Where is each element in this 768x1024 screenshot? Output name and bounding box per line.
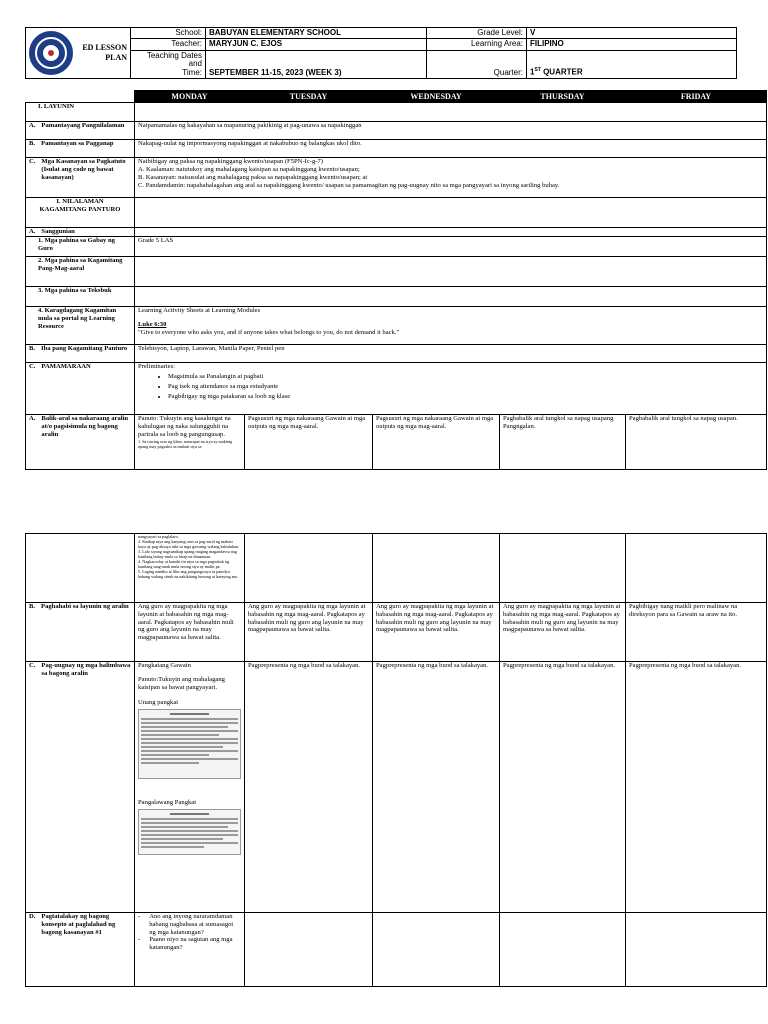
cell-friday: Pagbabalik aral tungkol sa napag usapan. (626, 415, 767, 470)
quarter-label: Quarter: (427, 50, 527, 78)
pamantayan-sa-pagganap-row (26, 140, 767, 158)
row-content: Naipamamalas ng kakayahan sa mapanuring pakikinig at pag-unawa sa napakinggan (135, 122, 767, 140)
deped-seal-icon (29, 31, 73, 75)
day-monday: MONDAY (135, 91, 245, 103)
row-content: Nakapag-uulat ng impormasyong napakinggan at nakabubuo ng balangkas ukol dito. (135, 140, 767, 158)
area-value: FILIPINO (527, 39, 737, 50)
cell-tuesday: Ang guro ay magpapakita ng mga layunin at babasahin ng mga mag-aaral. Pagkatapos ay babasahin muli ng guro ang layunin na may magpapaunawa sa bawat salita. (245, 603, 373, 662)
list-item: • Pagbibigay ng mga patakaran sa loob ng klase (168, 393, 763, 401)
teacher-label: Teacher: (131, 39, 206, 50)
row-label: C. Mga Kasanayan sa Pagkatuto (Isulat ang code ng bawat kasanayan) (26, 158, 135, 198)
karagdagang-kagamitan-row (26, 307, 767, 345)
lesson-plan-page-2 (0, 530, 768, 1024)
list-item: • Pag tsek ng attendance sa mga estudyante (168, 383, 763, 391)
cell-wednesday: Ang guro ay magpapakita ng mga layunin at babasahin ng mga mag-aaral. Pagkatapos ay babasahin muli ng guro ang layunin na may magpapaunawa sa bawat salita. (373, 603, 500, 662)
gabay-ng-guro-row (26, 237, 767, 257)
quarter-value: 1ST QUARTER (527, 50, 737, 78)
row-content: Learning Activity Sheets at Learning Modules Luke 6:30 "Give to everyone who asks you, and if anyone takes what belongs to you, do not demand it back." (135, 307, 767, 345)
balik-aral-continued-row (26, 534, 767, 603)
row-label: B. Pamantayan sa Pagganap (26, 140, 135, 158)
cell-thursday: Ang guro ay magpapakita ng mga layunin at babasahin ng mga mag-aaral. Pagkatapos ay babasahin muli ng guro ang layunin na may magpapaunawa sa bawat salita. (500, 603, 626, 662)
cell-monday: Panuto: Tukuyin ang kasalungat na kahulugan ng naka salungguhit na parirala sa loob ng pangungusap. 1. Sa tuwing oras ng klase, nararapat na siya ay makinig upang may pagsaksi sa mabuti siya sa (135, 415, 245, 470)
list-item: • Magsimula sa Panalangin at pagbati (168, 373, 763, 381)
lesson-table-page-1 (25, 90, 767, 470)
day-friday: FRIDAY (626, 91, 767, 103)
lesson-table-page-2 (25, 533, 767, 987)
cell-tuesday: Pagprepresenta ng mga buod sa talakayan. (245, 662, 373, 913)
iba-pang-kagamitan-row (26, 345, 767, 363)
row-label: C. PAMAMARAAN (26, 363, 135, 415)
school-value: BABUYAN ELEMENTARY SCHOOL (206, 28, 427, 39)
row-label: 3. Mga pahina sa Teksbuk (26, 287, 135, 307)
lesson-plan-page-1 (0, 0, 768, 478)
day-wednesday: WEDNESDAY (373, 91, 500, 103)
cell-friday: Pagprepresenta ng mga buod sa talakayan. (626, 662, 767, 913)
lesson-header (25, 27, 737, 79)
layunin-row (26, 103, 767, 122)
row-label: A. Balik-aral sa nakaraang aralin at/o pagsisimula ng bagong aralin (26, 415, 135, 470)
cell-wednesday: Pagsusuri ng mga nakaraang Gawain at mga outputs ng mga mag-aaral. (373, 415, 500, 470)
row-content: Telebisyon, Laptop, Larawan, Manila Paper, Pentel pen (135, 345, 767, 363)
nilalaman-row (26, 198, 767, 228)
reading-excerpt-image (138, 709, 241, 779)
cell-wednesday: Pagprepresenta ng mga buod sa talakayan. (373, 662, 500, 913)
nilalaman-title: I. NILALAMAN KAGAMITANG PANTURO (26, 198, 135, 228)
row-content: Preliminaries: • Magsimula sa Panalangin at pagbati • Pag tsek ng attendance sa mga estudyante • Pagbibigay ng mga patakaran sa loob ng klase (135, 363, 767, 415)
cell-monday: - Ano ang inyong nararamdaman habang nagbabasa at sumasagot ng mga katanungan? - Paano niyo na sagutan ang mga katanungan? (135, 913, 245, 987)
cell-tuesday: Pagsusuri ng mga nakaraang Gawain at mga outputs ng mga mag-aaral. (245, 415, 373, 470)
cell-thursday: Pagbabalik aral tungkol sa napag usapang Pangngalan. (500, 415, 626, 470)
row-label: B. Iba pang Kagamitang Panturo (26, 345, 135, 363)
preliminaries-list (138, 373, 763, 400)
grade-label: Grade Level: (427, 28, 527, 39)
grade-value: V (527, 28, 737, 39)
row-content: Grade 5 LAS (135, 237, 767, 257)
plan-title: ED LESSON PLAN (82, 42, 127, 62)
cell-monday: Pangkatang Gawain Panuto:Tukuyin ang mahalagang kaisipan sa bawat pangyayari. Unang pangkat Pangalawang Pangkat (135, 662, 245, 913)
cell-friday: Pagbibigay nang maikli pero malinaw na direksyon para sa Gawain sa araw na ito. (626, 603, 767, 662)
page-gap (0, 478, 768, 530)
cell-monday: nangyayari sa paglalaro. 2. Sinikap niya ang kanyang oras sa pag-aaral ng mabuti kaya ay pag-aksaya niki sa mga gawaing walang kabuluhan. 3. Lalo siyang nagsumikap upang maging magandavsa ang kanilang buhay mula sa hirap na dinanasan. 4. Nagkaroolay at hanabi rin niya sa mga pagsubok ng kanilang mag-anak mula noong siya ay maliit pa. 5. Laging nandito at lilin ang pangangwaya sa pamilya habang walang sinuh na nakikitang lumong at haraying mo. (135, 534, 245, 603)
row-label: C. Pag-uugnay ng mga halimbawa sa bagong aralin (26, 662, 135, 913)
row-label: 2. Mga pahina sa Kagamitang Pang-Mag-aaral (26, 257, 135, 287)
teksbuk-row (26, 287, 767, 307)
dates-value: SEPTEMBER 11-15, 2023 (WEEK 3) (206, 50, 427, 78)
teacher-value: MARYJUN C. EJOS (206, 39, 427, 50)
kagamitang-pang-mag-aaral-row (26, 257, 767, 287)
balik-aral-row (26, 415, 767, 470)
days-header-row (26, 91, 767, 103)
day-tuesday: TUESDAY (245, 91, 373, 103)
row-label: B. Paghahabi sa layunin ng aralin (26, 603, 135, 662)
row-label: A. Sanggunian (26, 228, 135, 237)
sanggunian-row (26, 228, 767, 237)
pag-uugnay-row (26, 662, 767, 913)
row-label: A. Pamantayang Pangnilalaman (26, 122, 135, 140)
reading-excerpt-image (138, 809, 241, 855)
school-label: School: (131, 28, 206, 39)
cell-thursday: Pagprepresenta ng mga buod sa talakayan. (500, 662, 626, 913)
row-label: 4. Karagdagang Kagamitan mula sa portal ng Learning Resource (26, 307, 135, 345)
row-label: D. Pagtatalakay ng bagong konsepto at paglalahad ng bagong kasanayan #1 (26, 913, 135, 987)
row-label: 1. Mga pahina sa Gabay ng Guro (26, 237, 135, 257)
paghahabi-row (26, 603, 767, 662)
row-content: Naibibigay ang paksa ng napakinggang kwento/usapan (F5PN-Ic-g-7) A. Kaalaman: natutukoy ang mahalagang kaisipan sa napakinggang kwento/usapan; B. Kasanayan: naisusulat ang mahalagang paksa sa napapakinggang kwento/usapan; at C. Pandamdamin: napahahalagahan ang aral sa napakinggang kwento/ usapan sa pamamagitan ng pag-uugnay nito sa mga pangyayari sa inyong sariling buhay. (135, 158, 767, 198)
dates-label: Teaching Dates and Time: (131, 50, 206, 78)
mga-kasanayan-row (26, 158, 767, 198)
area-label: Learning Area: (427, 39, 527, 50)
pamamaraan-row (26, 363, 767, 415)
layunin-title: I. LAYUNIN (26, 103, 135, 122)
pamantayang-pangnilalaman-row (26, 122, 767, 140)
cell-monday: Ang guro ay magpapakita ng mga layunin at babasahin ng mga mag-aaral. Pagkatapos ay babasahin muli ng guro ang layunin na may magpapaunawa sa bawat salita. (135, 603, 245, 662)
day-thursday: THURSDAY (500, 91, 626, 103)
pagtatalakay-row (26, 913, 767, 987)
